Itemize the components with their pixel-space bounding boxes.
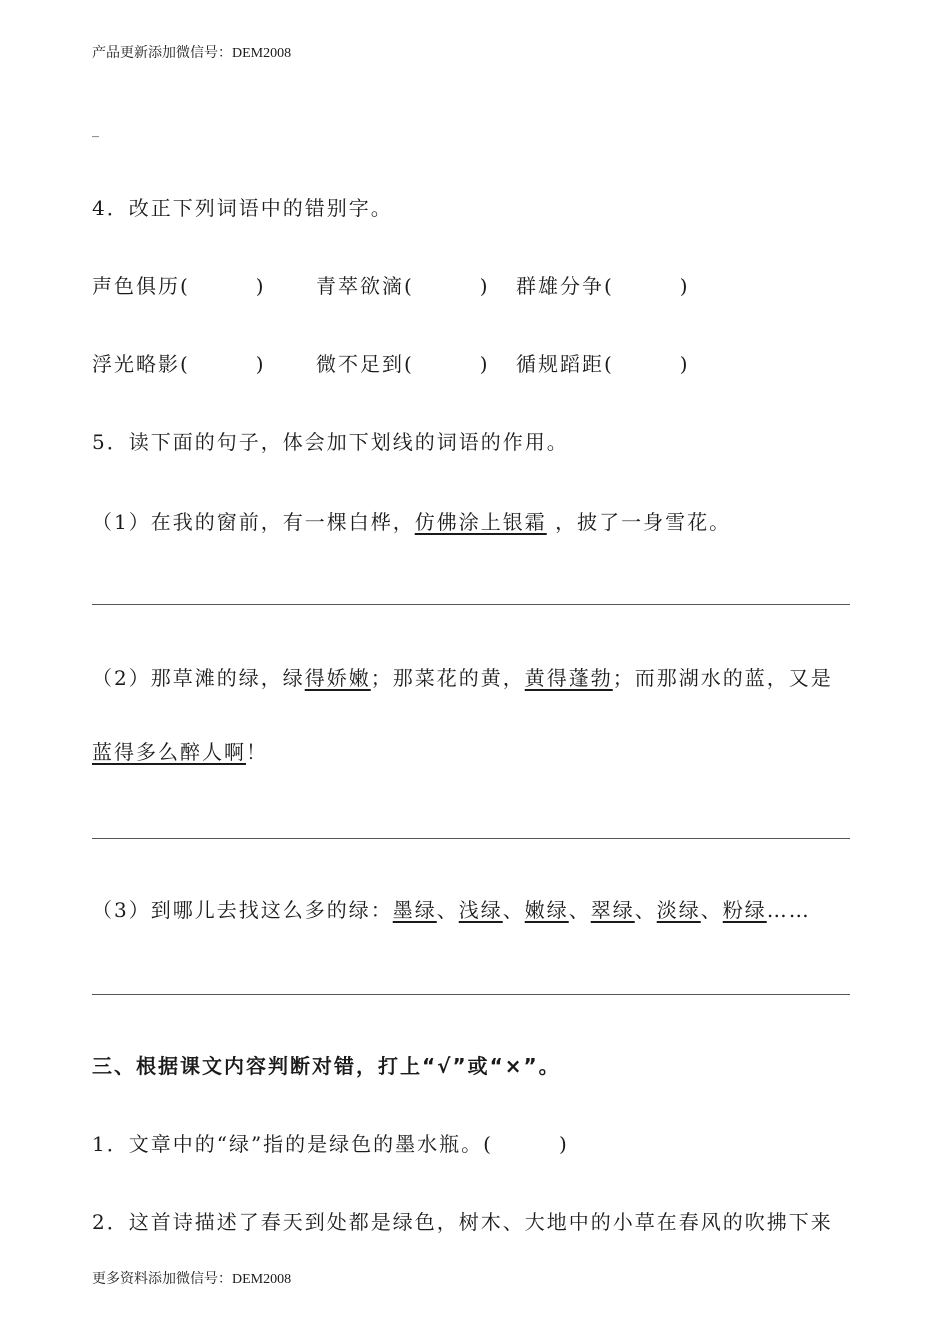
s3-pre: （3）到哪儿去找这么多的绿： [92,898,393,922]
s3-word: 淡绿 [656,898,701,922]
s2-mid-2: ；而那湖水的蓝，又是 [612,666,833,690]
s2-underlined-3: 蓝得多么醉人啊 [92,740,246,764]
stray-mark: _ [92,122,99,138]
q5-sentence-3 [92,894,811,923]
s1-post: ，披了一身雪花。 [546,510,732,534]
s3-item-1: 1．文章中的“绿”指的是绿色的墨水瓶。( ) [92,1132,569,1156]
s2-underlined-1: 得娇嫩 [304,666,371,690]
s3-item-2: 2．这首诗描述了春天到处都是绿色，树木、大地中的小草在春风的吹拂下来 [92,1210,833,1234]
answer-line-3 [92,994,850,995]
answer-line-2 [92,838,850,839]
q5-sentence-2 [92,662,833,691]
s1-underlined: 仿佛涂上银霜 [414,510,547,534]
s2-post: ！ [246,740,268,764]
q4-word-2: 青萃欲滴( ) [316,274,490,298]
s3-sep: 、 [700,898,723,922]
q4-word-6: 循规蹈距( ) [516,352,690,376]
q4-word-5: 微不足到( ) [316,352,490,376]
s3-word: 翠绿 [590,898,635,922]
section-3-title: 三、根据课文内容判断对错，打上“√”或“×”。 [92,1054,561,1078]
s2-pre: （2）那草滩的绿，绿 [92,666,305,690]
q4-word-3: 群雄分争( ) [516,274,690,298]
page-header: 产品更新添加微信号：DEM2008 [92,46,292,61]
q5-title: 5．读下面的句子，体会加下划线的词语的作用。 [92,430,569,454]
q4-word-4: 浮光略影( ) [92,352,266,376]
s3-sep: 、 [502,898,525,922]
s2-underlined-2: 黄得蓬勃 [524,666,613,690]
s3-word: 墨绿 [392,898,437,922]
q5-sentence-1 [92,506,731,535]
s3-post: …… [766,898,811,922]
page-footer: 更多资料添加微信号：DEM2008 [92,1272,292,1287]
s3-word: 浅绿 [458,898,503,922]
s2-mid-1: ；那菜花的黄， [370,666,525,690]
s3-sep: 、 [634,898,657,922]
s1-pre: （1）在我的窗前，有一棵白桦， [92,510,415,534]
q4-title: 4．改正下列词语中的错别字。 [92,196,393,220]
q5-sentence-2-cont [92,736,268,765]
s3-word: 嫩绿 [524,898,569,922]
s3-sep: 、 [436,898,459,922]
q4-word-1: 声色俱历( ) [92,274,266,298]
s3-sep: 、 [568,898,591,922]
answer-line-1 [92,604,850,605]
s3-word: 粉绿 [722,898,767,922]
